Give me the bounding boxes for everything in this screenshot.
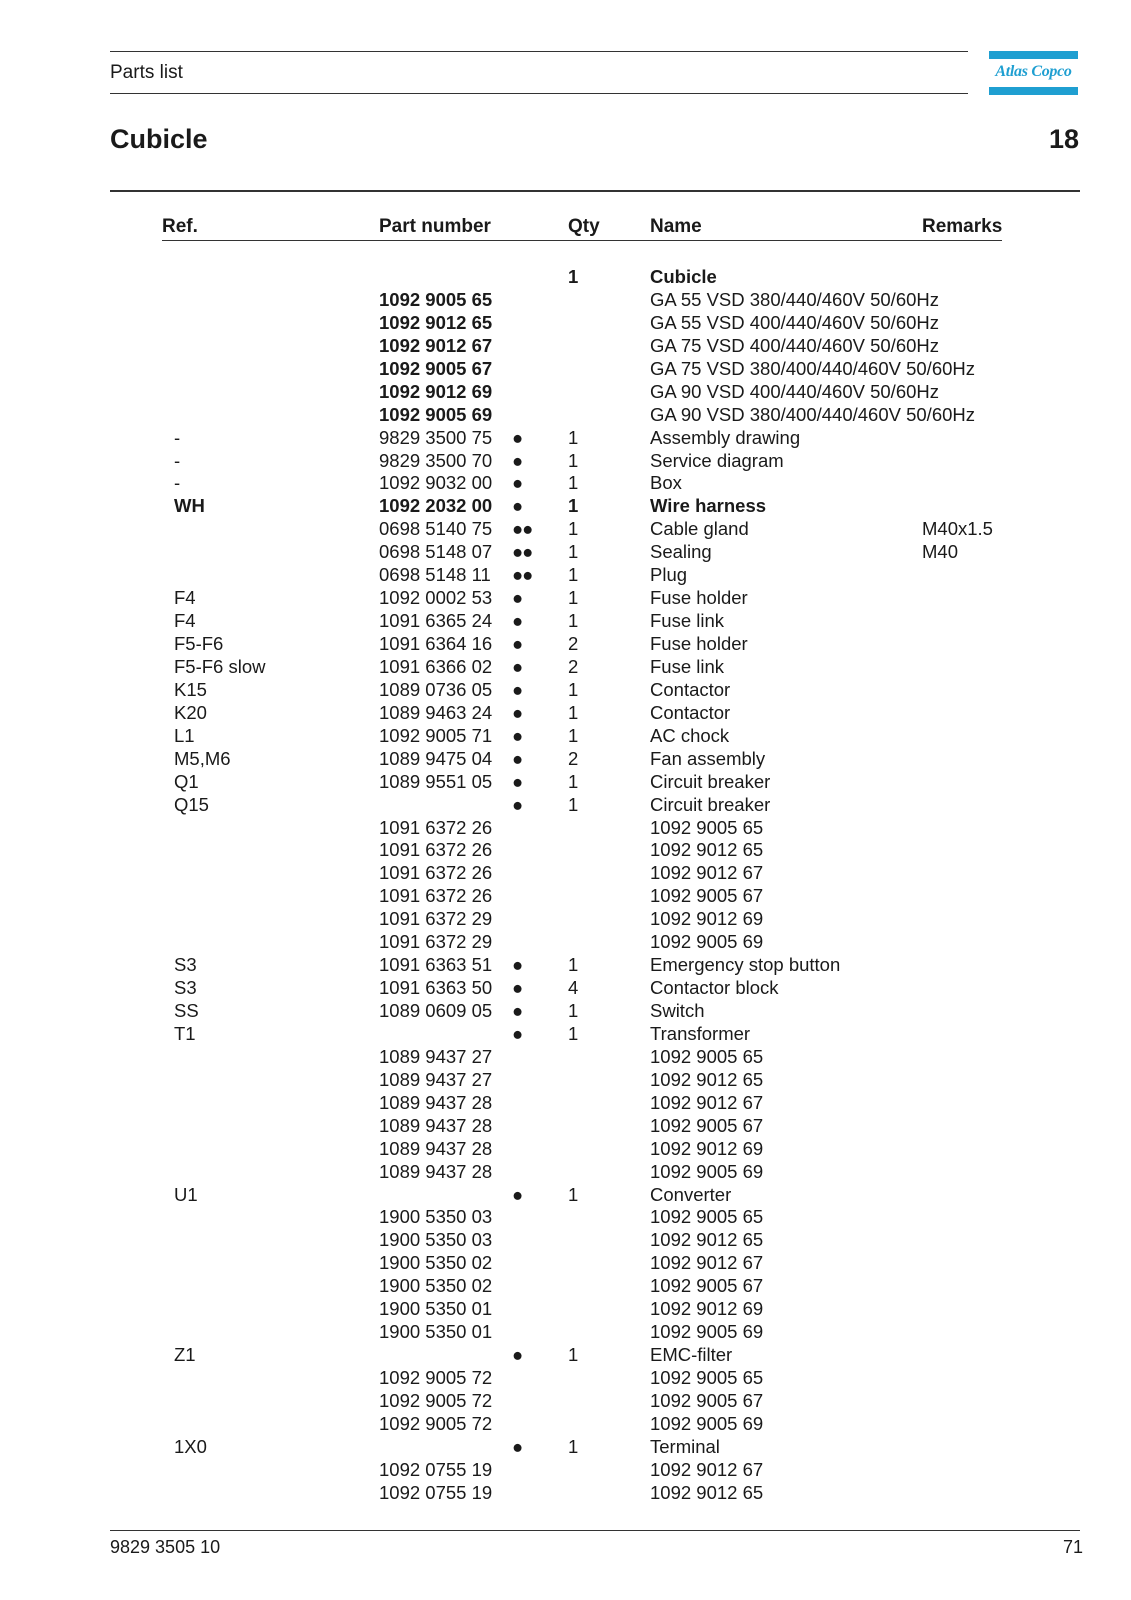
name-cell: Fuse holder xyxy=(650,587,748,609)
table-row xyxy=(0,1482,1131,1505)
availability-mark: ●● xyxy=(512,541,533,563)
table-row xyxy=(0,1275,1131,1298)
name-cell: 1092 9012 65 xyxy=(650,1229,764,1251)
part-number-cell: 1900 5350 02 xyxy=(379,1275,493,1297)
part-number-cell: 1900 5350 01 xyxy=(379,1321,493,1343)
availability-mark: ● xyxy=(512,770,523,792)
brand-logo-text: Atlas Copco xyxy=(995,63,1072,80)
table-row xyxy=(0,1229,1131,1252)
availability-mark: ● xyxy=(512,977,523,999)
table-row xyxy=(0,794,1131,817)
remarks-cell: M40 xyxy=(922,541,958,563)
part-number-cell: 1091 6372 29 xyxy=(379,908,493,930)
name-cell: Emergency stop button xyxy=(650,954,841,976)
qty-cell: 1 xyxy=(568,701,579,723)
table-row xyxy=(0,748,1131,771)
page-title: Cubicle xyxy=(110,124,208,154)
part-number-cell: 1091 6372 26 xyxy=(379,862,493,884)
name-cell: 1092 9005 65 xyxy=(650,1045,764,1067)
table-row xyxy=(0,495,1131,518)
part-number-cell: 1089 9463 24 xyxy=(379,701,493,723)
qty-cell: 1 xyxy=(568,1435,579,1457)
part-number-cell: 1091 6363 50 xyxy=(379,977,493,999)
ref-cell: T1 xyxy=(174,1022,196,1044)
name-cell: Circuit breaker xyxy=(650,770,771,792)
parts-table xyxy=(0,266,1131,1505)
qty-cell: 1 xyxy=(568,770,579,792)
part-number-cell: 1091 6366 02 xyxy=(379,655,493,677)
ref-cell: - xyxy=(174,449,181,471)
name-cell: 1092 9005 65 xyxy=(650,816,764,838)
qty-cell: 1 xyxy=(568,678,579,700)
ref-cell: - xyxy=(174,472,181,494)
ref-cell: 1X0 xyxy=(174,1435,207,1457)
table-row xyxy=(0,1046,1131,1069)
name-cell: 1092 9005 67 xyxy=(650,885,764,907)
part-number-cell: 1092 9005 72 xyxy=(379,1389,493,1411)
name-cell: Fuse link xyxy=(650,610,725,632)
part-number-cell: 1089 9437 28 xyxy=(379,1091,493,1113)
table-row xyxy=(0,1413,1131,1436)
part-number-cell: 1092 9032 00 xyxy=(379,472,493,494)
part-number-cell: 1089 9437 28 xyxy=(379,1114,493,1136)
name-cell: Fuse holder xyxy=(650,633,748,654)
table-row xyxy=(0,312,1131,335)
section-label: Parts list xyxy=(110,62,183,83)
name-cell: GA 75 VSD 380/400/440/460V 50/60Hz xyxy=(650,357,976,379)
table-row xyxy=(0,862,1131,885)
name-cell: Wire harness xyxy=(650,495,767,517)
name-cell: Terminal xyxy=(650,1435,720,1457)
table-row xyxy=(0,587,1131,610)
ref-cell: F4 xyxy=(174,610,196,632)
name-cell: GA 55 VSD 380/440/460V 50/60Hz xyxy=(650,288,940,310)
table-row xyxy=(0,404,1131,427)
table-row xyxy=(0,977,1131,1000)
part-number-cell: 1089 9437 28 xyxy=(379,1160,493,1182)
qty-cell: 1 xyxy=(568,954,579,976)
table-row xyxy=(0,1390,1131,1413)
remarks-cell: M40x1.5 xyxy=(922,518,993,540)
ref-cell: K20 xyxy=(174,701,207,723)
name-cell: 1092 9012 65 xyxy=(650,1481,764,1503)
table-row xyxy=(0,289,1131,312)
name-cell: 1092 9005 65 xyxy=(650,1206,764,1228)
part-number-cell: 1089 9437 27 xyxy=(379,1068,493,1090)
table-row xyxy=(0,1436,1131,1459)
page-number: 71 xyxy=(1062,1537,1083,1557)
column-header-remarks: Remarks xyxy=(922,216,1003,237)
qty-cell: 1 xyxy=(568,793,579,815)
ref-cell: L1 xyxy=(174,724,195,746)
table-row xyxy=(0,564,1131,587)
part-number-cell: 1092 9012 69 xyxy=(379,380,493,402)
availability-mark: ● xyxy=(512,655,523,677)
qty-cell: 2 xyxy=(568,747,579,769)
table-row xyxy=(0,1161,1131,1184)
name-cell: 1092 9005 67 xyxy=(650,1389,764,1411)
name-cell: Cable gland xyxy=(650,518,749,540)
ref-cell: S3 xyxy=(174,954,197,976)
table-row xyxy=(0,1459,1131,1482)
table-row xyxy=(0,725,1131,748)
table-row xyxy=(0,427,1131,450)
name-cell: 1092 9012 69 xyxy=(650,1298,764,1320)
part-number-cell: 1091 6372 26 xyxy=(379,816,493,838)
qty-cell: 1 xyxy=(568,610,579,632)
qty-cell: 1 xyxy=(568,449,579,471)
table-row xyxy=(0,610,1131,633)
ref-cell: F4 xyxy=(174,587,196,609)
table-row xyxy=(0,1069,1131,1092)
column-header-rule xyxy=(162,240,1002,241)
name-cell: AC chock xyxy=(650,724,730,746)
name-cell: GA 90 VSD 400/440/460V 50/60Hz xyxy=(650,380,940,402)
qty-cell: 1 xyxy=(568,426,579,448)
part-number-cell: 1092 9005 67 xyxy=(379,357,493,379)
availability-mark: ●● xyxy=(512,564,533,586)
table-row xyxy=(0,1321,1131,1344)
name-cell: Fan assembly xyxy=(650,747,766,769)
name-cell: EMC-filter xyxy=(650,1344,733,1366)
table-row xyxy=(0,885,1131,908)
availability-mark: ● xyxy=(512,472,523,494)
name-cell: 1092 9005 65 xyxy=(650,1367,764,1388)
part-number-cell: 1092 9012 67 xyxy=(379,334,493,356)
qty-cell: 1 xyxy=(568,564,579,586)
name-cell: 1092 9005 69 xyxy=(650,1321,764,1343)
column-header-ref: Ref. xyxy=(162,216,198,237)
name-cell: Contactor block xyxy=(650,977,779,999)
table-row xyxy=(0,771,1131,794)
name-cell: Switch xyxy=(650,1000,705,1021)
qty-cell: 1 xyxy=(568,1344,579,1366)
availability-mark: ● xyxy=(512,610,523,632)
part-number-cell: 1089 9475 04 xyxy=(379,747,493,769)
name-cell: 1092 9012 67 xyxy=(650,1458,764,1480)
part-number-cell: 0698 5140 75 xyxy=(379,518,493,540)
table-row xyxy=(0,1184,1131,1207)
name-cell: GA 55 VSD 400/440/460V 50/60Hz xyxy=(650,311,940,333)
name-cell: 1092 9012 69 xyxy=(650,1137,764,1159)
name-cell: 1092 9012 69 xyxy=(650,908,764,930)
table-row xyxy=(0,541,1131,564)
table-row xyxy=(0,381,1131,404)
name-cell: Assembly drawing xyxy=(650,426,801,448)
name-cell: Converter xyxy=(650,1183,732,1205)
table-row xyxy=(0,817,1131,840)
table-row xyxy=(0,656,1131,679)
name-cell: Fuse link xyxy=(650,655,725,677)
name-cell: Service diagram xyxy=(650,449,784,471)
part-number-cell: 1091 6372 26 xyxy=(379,839,493,861)
qty-cell: 1 xyxy=(568,1000,579,1021)
qty-cell: 1 xyxy=(568,518,579,540)
table-row xyxy=(0,1298,1131,1321)
name-cell: 1092 9005 69 xyxy=(650,1412,764,1434)
ref-cell: U1 xyxy=(174,1183,198,1205)
name-cell: 1092 9012 67 xyxy=(650,862,764,884)
table-row xyxy=(0,1367,1131,1390)
part-number-cell: 1900 5350 03 xyxy=(379,1229,493,1251)
availability-mark: ● xyxy=(512,1000,523,1021)
availability-mark: ● xyxy=(512,495,523,517)
name-cell: Plug xyxy=(650,564,688,586)
part-number-cell: 1092 0755 19 xyxy=(379,1458,493,1480)
part-number-cell: 1092 9005 71 xyxy=(379,724,493,746)
availability-mark: ● xyxy=(512,1344,523,1366)
name-cell: GA 90 VSD 380/400/440/460V 50/60Hz xyxy=(650,403,976,425)
name-cell: 1092 9012 65 xyxy=(650,839,764,861)
footer-rule xyxy=(110,1530,1080,1531)
availability-mark: ● xyxy=(512,449,523,471)
part-number-cell: 1089 9437 28 xyxy=(379,1137,493,1159)
title-rule xyxy=(110,190,1080,192)
name-cell: Contactor xyxy=(650,678,731,700)
table-row xyxy=(0,1138,1131,1161)
document-number: 9829 3505 10 xyxy=(110,1537,221,1557)
table-row xyxy=(0,450,1131,473)
ref-cell: F5-F6 xyxy=(174,633,224,654)
name-cell: Cubicle xyxy=(650,266,717,287)
name-cell: 1092 9012 67 xyxy=(650,1252,764,1274)
table-row xyxy=(0,839,1131,862)
availability-mark: ● xyxy=(512,701,523,723)
part-number-cell: 1089 9437 27 xyxy=(379,1045,493,1067)
column-header-name: Name xyxy=(650,216,702,237)
part-number-cell: 1091 6372 29 xyxy=(379,931,493,953)
part-number-cell: 1900 5350 02 xyxy=(379,1252,493,1274)
name-cell: 1092 9012 67 xyxy=(650,1091,764,1113)
name-cell: Box xyxy=(650,472,682,494)
qty-cell: 1 xyxy=(568,541,579,563)
part-number-cell: 0698 5148 07 xyxy=(379,541,493,563)
table-row xyxy=(0,633,1131,656)
part-number-cell: 1089 0736 05 xyxy=(379,678,493,700)
ref-cell: SS xyxy=(174,1000,199,1021)
availability-mark: ● xyxy=(512,426,523,448)
column-header-part-number: Part number xyxy=(379,216,491,237)
qty-cell: 1 xyxy=(568,472,579,494)
table-row xyxy=(0,702,1131,725)
qty-cell: 4 xyxy=(568,977,579,999)
table-row xyxy=(0,679,1131,702)
table-row xyxy=(0,472,1131,495)
table-row xyxy=(0,1023,1131,1046)
availability-mark: ● xyxy=(512,747,523,769)
table-row xyxy=(0,908,1131,931)
ref-cell: Q15 xyxy=(174,793,209,815)
table-row xyxy=(0,1000,1131,1023)
ref-cell: K15 xyxy=(174,678,207,700)
availability-mark: ● xyxy=(512,1183,523,1205)
table-row xyxy=(0,358,1131,381)
qty-cell: 1 xyxy=(568,495,579,517)
header-top-rule xyxy=(110,51,968,52)
table-row xyxy=(0,931,1131,954)
name-cell: Sealing xyxy=(650,541,712,563)
availability-mark: ● xyxy=(512,724,523,746)
part-number-cell: 1089 9551 05 xyxy=(379,770,493,792)
part-number-cell: 1091 6372 26 xyxy=(379,885,493,907)
table-row xyxy=(0,1092,1131,1115)
ref-cell: S3 xyxy=(174,977,197,999)
part-number-cell: 1092 9005 65 xyxy=(379,288,493,310)
part-number-cell: 1092 9005 72 xyxy=(379,1412,493,1434)
ref-cell: Q1 xyxy=(174,770,199,792)
name-cell: 1092 9012 65 xyxy=(650,1068,764,1090)
column-header-qty: Qty xyxy=(568,216,600,237)
name-cell: 1092 9005 67 xyxy=(650,1275,764,1297)
table-row xyxy=(0,335,1131,358)
availability-mark: ● xyxy=(512,633,523,654)
part-number-cell: 1092 2032 00 xyxy=(379,495,493,517)
qty-cell: 2 xyxy=(568,633,579,654)
part-number-cell: 1092 0755 19 xyxy=(379,1481,493,1503)
part-number-cell: 1092 9005 69 xyxy=(379,403,493,425)
table-row xyxy=(0,1344,1131,1367)
availability-mark: ● xyxy=(512,678,523,700)
availability-mark: ● xyxy=(512,793,523,815)
part-number-cell: 9829 3500 70 xyxy=(379,449,493,471)
availability-mark: ● xyxy=(512,954,523,976)
table-row xyxy=(0,1206,1131,1229)
part-number-cell: 1900 5350 01 xyxy=(379,1298,493,1320)
name-cell: 1092 9005 67 xyxy=(650,1114,764,1136)
ref-cell: F5-F6 slow xyxy=(174,655,266,677)
table-row xyxy=(0,266,1131,289)
name-cell: GA 75 VSD 400/440/460V 50/60Hz xyxy=(650,334,940,356)
part-number-cell: 9829 3500 75 xyxy=(379,426,493,448)
qty-cell: 1 xyxy=(568,724,579,746)
availability-mark: ●● xyxy=(512,518,533,540)
availability-mark: ● xyxy=(512,1435,523,1457)
table-row xyxy=(0,954,1131,977)
part-number-cell: 1091 6364 16 xyxy=(379,633,493,654)
part-number-cell: 0698 5148 11 xyxy=(379,564,491,586)
table-row xyxy=(0,518,1131,541)
table-row xyxy=(0,1252,1131,1275)
availability-mark: ● xyxy=(512,587,523,609)
header-bottom-rule xyxy=(110,93,968,94)
part-number-cell: 1092 0002 53 xyxy=(379,587,493,609)
part-number-cell: 1092 9005 72 xyxy=(379,1367,493,1388)
ref-cell: M5,M6 xyxy=(174,747,231,769)
name-cell: 1092 9005 69 xyxy=(650,1160,764,1182)
chapter-number: 18 xyxy=(1048,124,1079,154)
part-number-cell: 1900 5350 03 xyxy=(379,1206,493,1228)
ref-cell: WH xyxy=(174,495,205,517)
qty-cell: 1 xyxy=(568,266,579,287)
brand-logo xyxy=(989,51,1078,95)
ref-cell: - xyxy=(174,426,181,448)
qty-cell: 1 xyxy=(568,1022,579,1044)
name-cell: Circuit breaker xyxy=(650,793,771,815)
part-number-cell: 1089 0609 05 xyxy=(379,1000,493,1021)
qty-cell: 1 xyxy=(568,587,579,609)
availability-mark: ● xyxy=(512,1022,523,1044)
table-row xyxy=(0,1115,1131,1138)
name-cell: 1092 9005 69 xyxy=(650,931,764,953)
name-cell: Contactor xyxy=(650,701,731,723)
qty-cell: 1 xyxy=(568,1183,579,1205)
ref-cell: Z1 xyxy=(174,1344,196,1366)
part-number-cell: 1091 6363 51 xyxy=(379,954,493,976)
name-cell: Transformer xyxy=(650,1022,751,1044)
part-number-cell: 1091 6365 24 xyxy=(379,610,493,632)
part-number-cell: 1092 9012 65 xyxy=(379,311,493,333)
qty-cell: 2 xyxy=(568,655,579,677)
